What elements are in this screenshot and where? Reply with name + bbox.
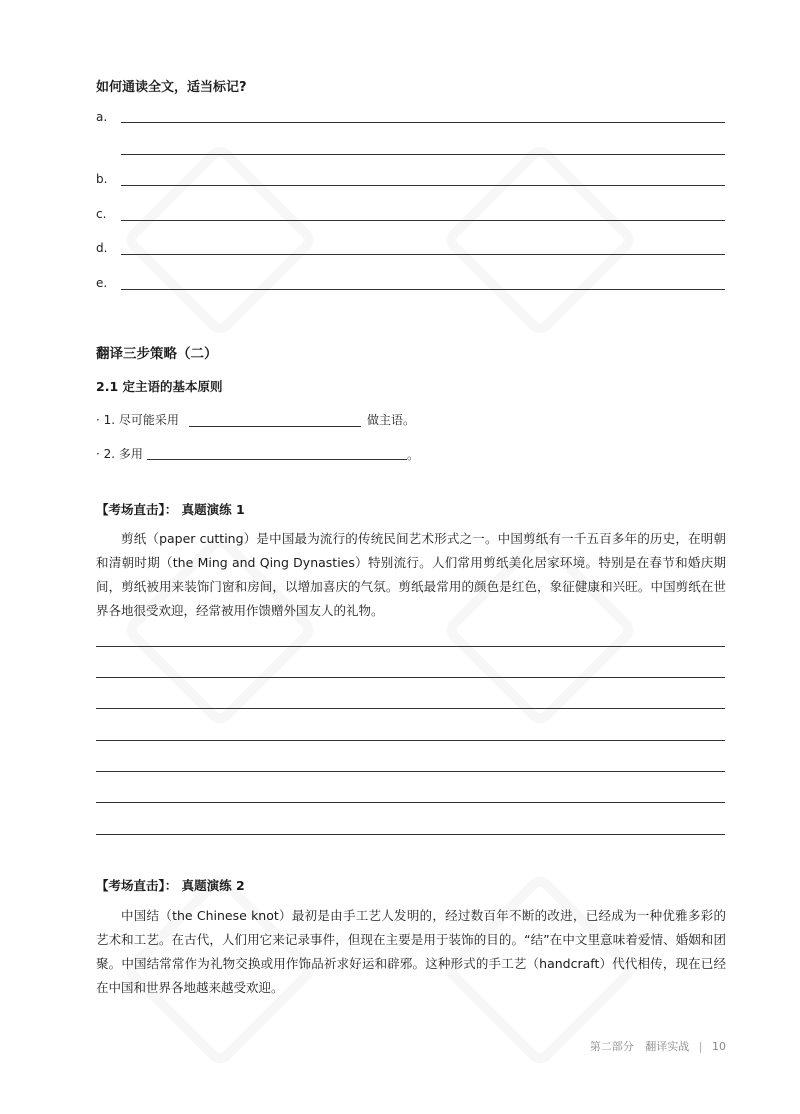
ex1-answer-line-6[interactable]	[96, 802, 725, 803]
page-footer	[590, 1038, 726, 1054]
exercise-2-title: 【考场直击】： 真题演练 2	[96, 878, 245, 893]
answer-line-b[interactable]	[121, 185, 725, 186]
rule-1-prefix: · 1. 尽可能采用	[96, 413, 179, 427]
rule-2-suffix: 。	[407, 448, 420, 462]
answer-line-a1[interactable]	[121, 122, 725, 123]
ex1-answer-line-3[interactable]	[96, 708, 725, 709]
answer-label-e: e.	[96, 276, 108, 290]
ex1-answer-line-7[interactable]	[96, 834, 725, 835]
rule-1-suffix: 做主语。	[367, 413, 416, 427]
answer-label-a: a.	[96, 110, 108, 124]
rule-1-blank[interactable]	[189, 426, 361, 427]
footer-chapter: 翻译实战	[645, 1040, 690, 1053]
footer-separator: |	[698, 1040, 703, 1053]
answer-line-e[interactable]	[121, 289, 725, 290]
page-number: 10	[712, 1040, 726, 1053]
ex1-answer-line-4[interactable]	[96, 740, 725, 741]
answer-label-b: b.	[96, 172, 108, 186]
answer-label-c: c.	[96, 207, 107, 221]
answer-line-d[interactable]	[121, 254, 725, 255]
question-heading: 如何通读全文，适当标记?	[96, 80, 247, 95]
ex1-answer-line-2[interactable]	[96, 677, 725, 678]
exercise-1-paragraph: 剪纸（paper cutting）是中国最为流行的传统民间艺术形式之一。中国剪纸有一千五百多年的历史，在明朝和清朝时期（the Ming and Qing Dynasties）特别流行。人们常用剪纸美化居家环境。特别是在春节和婚庆期间，剪纸被用来装饰门窗和房间，以增加喜庆的气氛。剪纸最常用的颜色是红色，象征健康和兴旺。中国剪纸在世界各地很受欢迎，经常被用作馈赠外国友人的礼物。	[96, 531, 726, 618]
rule-2-blank[interactable]	[147, 459, 407, 460]
watermark-shape	[441, 141, 639, 339]
answer-label-d: d.	[96, 241, 108, 255]
ex1-answer-line-5[interactable]	[96, 771, 725, 772]
section-title: 翻译三步策略（二）	[96, 346, 218, 362]
answer-line-a2[interactable]	[121, 154, 725, 155]
exercise-2-paragraph: 中国结（the Chinese knot）最初是由手工艺人发明的，经过数百年不断的改进，已经成为一种优雅多彩的艺术和工艺。在古代，人们用它来记录事件，但现在主要是用于装饰的目的。“结”在中文里意味着爱情、婚姻和团聚。中国结常常作为礼物交换或用作饰品祈求好运和辟邪。这种形式的手工艺（handcraft）代代相传，现在已经在中国和世界各地越来越受欢迎。	[96, 908, 726, 995]
exercise-1-title: 【考场直击】： 真题演练 1	[96, 502, 245, 517]
watermark-shape	[121, 141, 319, 339]
ex1-answer-line-1[interactable]	[96, 646, 725, 647]
subsection-title: 2.1 定主语的基本原则	[96, 379, 223, 394]
footer-section: 第二部分	[589, 1040, 634, 1053]
answer-line-c[interactable]	[121, 220, 725, 221]
rule-2-prefix: · 2. 多用	[96, 447, 143, 461]
